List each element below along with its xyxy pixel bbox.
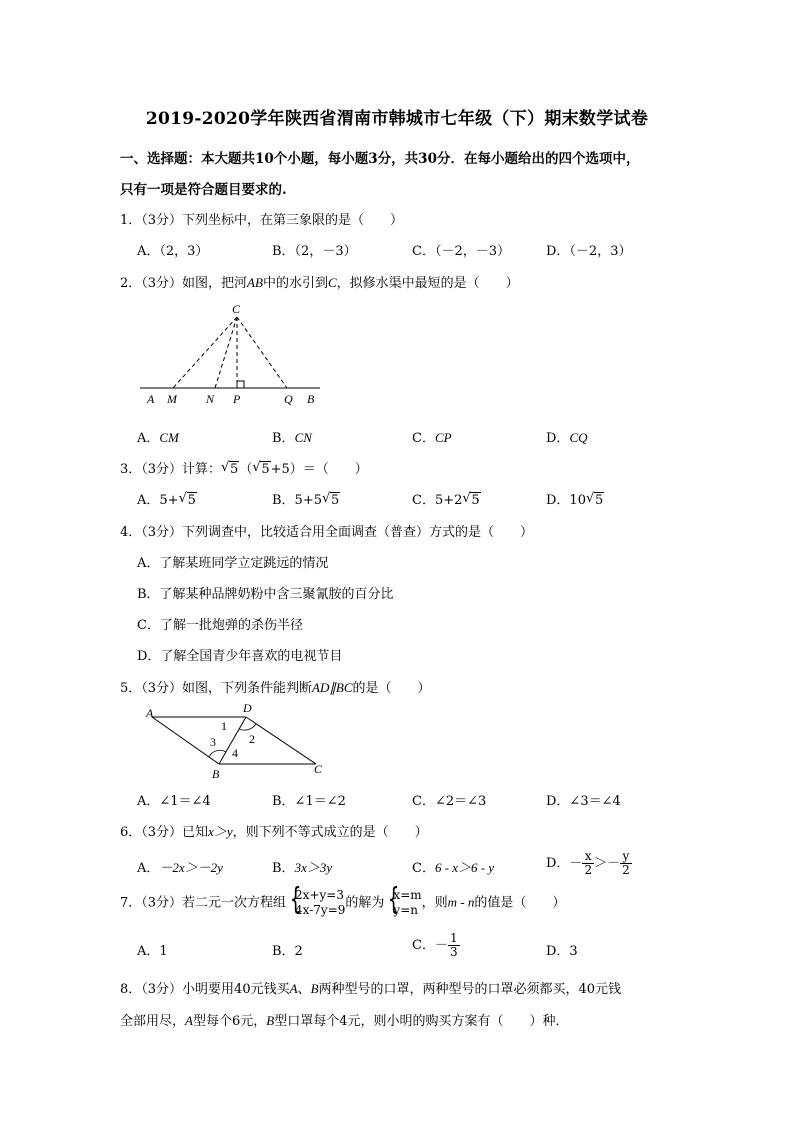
- q6-a-val: －2x＞－2y: [159, 860, 223, 875]
- q5-stem-post: 的是（ ）: [352, 681, 431, 696]
- question-1-stem: 1．（3分）下列坐标中，在第三象限的是（ ）: [120, 213, 404, 228]
- question-2-stem-pre: 2．（3分）如图，把河: [120, 276, 248, 291]
- q3-c-pre: C．5+2: [412, 493, 463, 508]
- q3-d-sqrt: √ 5: [585, 491, 604, 508]
- label-p: P: [233, 392, 241, 406]
- question-2-stem-post: ，拟修水渠中最短的是（ ）: [336, 276, 519, 291]
- segment-cn: [215, 317, 237, 388]
- q6-b-pre: B．: [272, 861, 295, 876]
- section-instruction-line2: 只有一项是符合题目要求的.: [120, 182, 287, 198]
- q6-stem-post: ，则下列不等式成立的是（ ）: [232, 825, 428, 840]
- label-n: N: [206, 392, 215, 406]
- question-6-option-a: [137, 857, 223, 876]
- question-4-option-d: D．了解全国青少年喜欢的电视节目: [137, 649, 343, 664]
- q2-c-val: CP: [434, 430, 452, 445]
- question-1-option-d: D．（－2，3）: [546, 244, 632, 259]
- q6-c-pre: C．: [412, 861, 435, 876]
- segment-dc: [246, 717, 316, 764]
- q7-sol1: x=m: [393, 888, 422, 902]
- question-2-figure: [130, 300, 330, 410]
- label-q: Q: [284, 392, 293, 406]
- q2-b-pre: B．: [272, 431, 295, 446]
- label-angle-1: 1: [221, 719, 227, 733]
- q8-line1-a: A: [289, 981, 298, 996]
- question-3-option-c: [412, 489, 481, 508]
- q8-line1-sep: 、: [297, 982, 311, 997]
- q7-c-num: 1: [449, 931, 458, 945]
- q6-d-den2: 2: [622, 863, 630, 877]
- q6-d-gt: ＞－: [594, 856, 621, 871]
- question-6-option-c: [412, 857, 494, 876]
- label-c: C: [314, 762, 323, 776]
- question-2-option-c: [412, 427, 452, 446]
- q6-d-frac-2: [620, 850, 632, 877]
- label-m: M: [167, 392, 177, 406]
- q8-line1-post: 两种型号的口罩，两种型号的口罩必须都买，40元钱: [318, 982, 622, 997]
- q3-d-pre: D．10: [546, 493, 586, 508]
- question-2-stem-mid: 中的水引到: [262, 276, 328, 291]
- q7-stem-pre: 7．（3分）若二元一次方程组: [120, 895, 287, 911]
- q3-a-pre: A．5+: [137, 493, 179, 508]
- q2-a-val: CM: [159, 430, 179, 445]
- q6-stem-pre: 6．（3分）已知: [120, 825, 209, 840]
- question-2-option-b: [272, 427, 312, 446]
- q3-rad-1: 5: [230, 462, 239, 477]
- q6-c-val: 6 - x＞6 - y: [434, 860, 495, 875]
- q3-a-sqrt: √ 5: [178, 491, 196, 508]
- q3-d-rad: 5: [594, 493, 604, 508]
- q6-d-den1: 2: [584, 863, 593, 877]
- question-3-stem: [120, 458, 368, 477]
- q3-c-sqrt: √ 5: [462, 491, 480, 508]
- q8-line2-b: B: [266, 1013, 275, 1028]
- question-5-option-d: D．∠3＝∠4: [546, 794, 621, 809]
- q2-c-pre: C．: [412, 431, 435, 446]
- q7-c-pre: C．－: [412, 938, 448, 953]
- q8-line1-b: B: [310, 981, 319, 996]
- question-7-option-a: A．1: [137, 944, 168, 959]
- question-2-option-a: [137, 427, 179, 446]
- q5-stem-rel: AD∥BC: [312, 680, 353, 695]
- label-a: A: [146, 706, 154, 720]
- q7-equation-system: { 2x+y=3 4x-7y=9: [289, 882, 346, 917]
- q7-sol2: y=n: [393, 903, 418, 917]
- q7-stem-post: 的值是（ ）: [474, 895, 566, 911]
- q6-d-num1: x: [582, 850, 594, 864]
- q2-a-pre: A．: [137, 431, 160, 446]
- q3-a-rad: 5: [187, 493, 196, 508]
- q5-stem-pre: 5．（3分）如图，下列条件能判断: [120, 681, 313, 696]
- question-6-option-d: [546, 850, 632, 877]
- question-1-option-c: C．（－2，－3）: [412, 244, 510, 259]
- label-c: C: [232, 302, 241, 316]
- q3-c-rad: 5: [471, 493, 480, 508]
- question-2-option-d: [546, 427, 588, 446]
- q6-d-num2: y: [620, 850, 632, 864]
- question-4-option-b: B．了解某种品牌奶粉中含三聚氰胺的百分比: [137, 587, 394, 602]
- question-4-option-a: A．了解某班同学立定跳远的情况: [137, 556, 329, 571]
- q8-line2-post: 型口罩每个4元，则小明的购买方案有（ ）种．: [274, 1014, 569, 1029]
- question-2-stem: [120, 272, 519, 291]
- question-7-option-d: D．3: [546, 944, 578, 959]
- q7-eq2: 4x-7y=9: [295, 903, 346, 917]
- question-7-option-b: B．2: [272, 944, 303, 959]
- q3-sqrt-1: √ 5: [221, 460, 239, 477]
- label-a: A: [147, 392, 155, 406]
- question-3-option-a: [137, 489, 197, 508]
- q2-d-val: CQ: [569, 430, 588, 445]
- q7-stem-expr: m - n: [447, 894, 475, 910]
- question-3-option-d: [546, 489, 604, 508]
- question-3-option-b: [272, 489, 340, 508]
- question-4-option-c: C．了解一批炮弹的杀伤半径: [137, 618, 303, 633]
- question-1-option-b: B．（2，－3）: [272, 244, 357, 259]
- q7-c-den: 3: [449, 945, 458, 959]
- question-5-stem: [120, 677, 431, 696]
- q6-d-frac-1: [582, 850, 594, 877]
- q8-line2-a: A: [185, 1013, 193, 1028]
- q8-line2-pre: 全部用尽，: [120, 1014, 186, 1029]
- q7-c-frac: [448, 932, 460, 959]
- q3-stem-open: （: [239, 462, 253, 477]
- question-8-line-1: [120, 978, 621, 997]
- q6-stem-rel: x＞y: [208, 824, 233, 839]
- question-1-option-a: A．（2，3）: [137, 244, 209, 259]
- q6-b-val: 3x＞3y: [294, 860, 333, 875]
- question-6-stem: [120, 821, 428, 840]
- q3-b-pre: B．5+5: [272, 493, 322, 508]
- question-5-option-b: B．∠1＝∠2: [272, 794, 346, 809]
- q6-a-pre: A．: [137, 861, 160, 876]
- question-4-stem: 4．（3分）下列调查中，比较适合用全面调查（普查）方式的是（ ）: [120, 525, 534, 540]
- q8-line1-pre: 8．（3分）小明要用40元钱买: [120, 982, 290, 997]
- segment-cq: [237, 317, 287, 388]
- question-6-option-b: [272, 857, 332, 876]
- q2-b-val: CN: [294, 430, 312, 445]
- label-b: B: [212, 767, 220, 781]
- label-b: B: [307, 392, 315, 406]
- q7-stem-then: ，则: [421, 895, 448, 911]
- label-d: D: [243, 701, 252, 715]
- label-angle-4: 4: [232, 746, 238, 760]
- question-5-figure: [135, 698, 335, 783]
- q7-stem-mid: 的解为: [345, 895, 385, 911]
- q6-d-pre: D．－: [546, 856, 583, 871]
- q3-stem-pre: 3．（3分）计算：: [120, 462, 222, 477]
- label-angle-3: 3: [210, 735, 216, 749]
- question-2-stem-ab: AB: [247, 275, 263, 290]
- segment-cm: [173, 317, 237, 388]
- question-8-line-2: [120, 1010, 568, 1029]
- page-title: 2019-2020学年陕西省渭南市韩城市七年级（下）期末数学试卷: [145, 109, 649, 129]
- q3-rad-2: 5: [261, 462, 270, 477]
- q2-d-pre: D．: [546, 431, 570, 446]
- q3-b-rad: 5: [331, 493, 340, 508]
- question-7-option-c: [412, 932, 460, 959]
- q7-eq1: 2x+y=3: [295, 888, 344, 902]
- question-7-stem: [120, 882, 566, 918]
- label-angle-2: 2: [249, 732, 255, 746]
- section-instruction-line1: 一、选择题：本大题共10个小题，每小题3分，共30分．在每小题给出的四个选项中，: [120, 151, 640, 167]
- q3-stem-post: +5）＝（ ）: [270, 462, 368, 477]
- question-5-option-c: C．∠2＝∠3: [412, 794, 487, 809]
- question-2-stem-c: C: [327, 275, 337, 290]
- q8-line2-mid: 型每个6元，: [192, 1014, 267, 1029]
- q3-sqrt-2: √ 5: [252, 460, 270, 477]
- q7-solution-system: { x=m y=n: [388, 882, 422, 917]
- q3-b-sqrt: √ 5: [322, 491, 340, 508]
- right-angle-mark: [237, 381, 244, 388]
- question-5-option-a: A．∠1＝∠4: [137, 794, 211, 809]
